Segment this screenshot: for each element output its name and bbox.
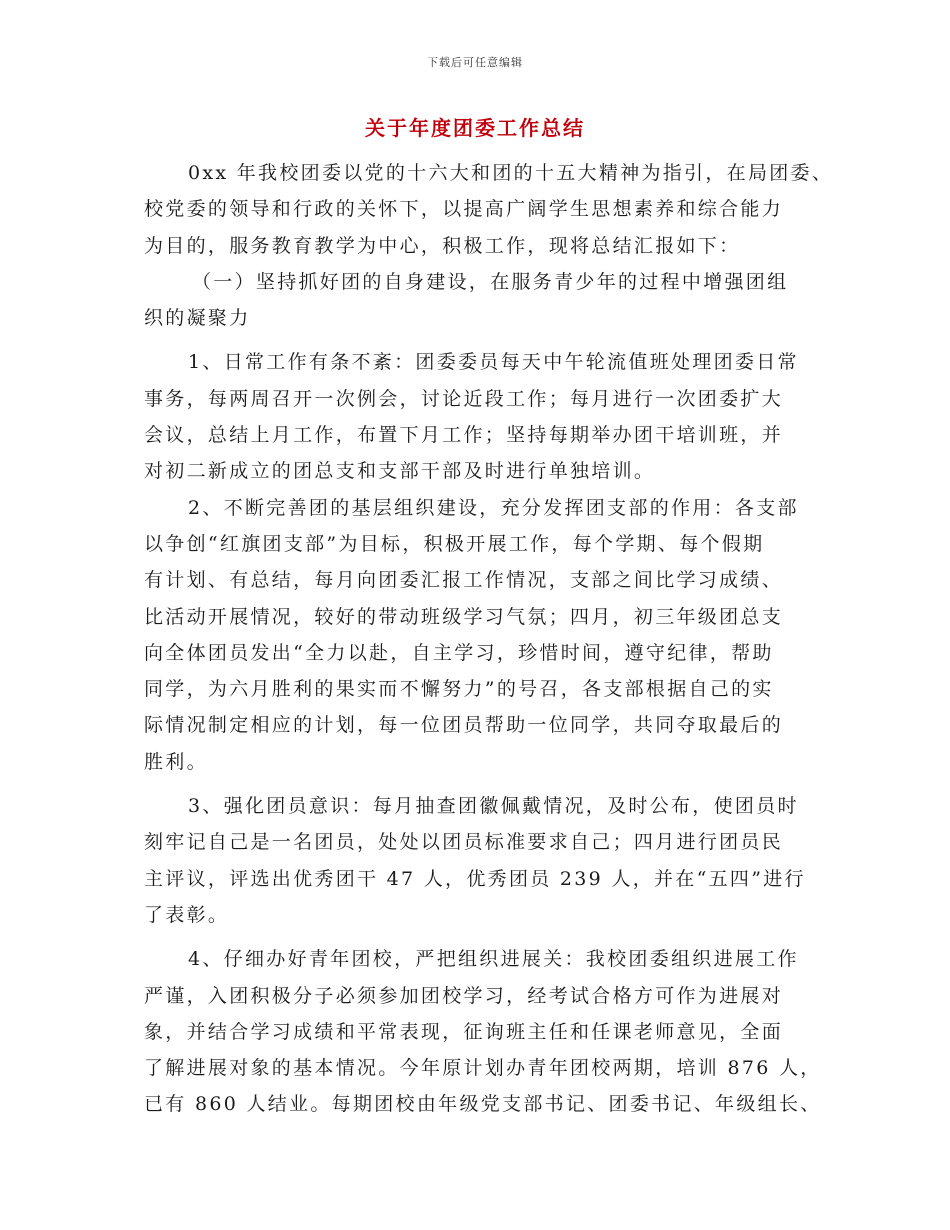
paragraph-line: 已有 860 人结业。每期团校由年级党支部书记、团委书记、年级组长、: [144, 1093, 822, 1116]
paragraph-line: 1、日常工作有条不紊：团委委员每天中午轮流值班处理团委日常: [188, 351, 799, 374]
download-note: 下载后可任意编辑: [427, 56, 523, 69]
paragraph-line: 主评议，评选出优秀团干 47 人，优秀团员 239 人，并在“五四”进行: [144, 867, 806, 890]
paragraph-line: 2、不断完善团的基层组织建设，充分发挥团支部的作用：各支部: [188, 496, 799, 519]
paragraph-line: 有计划、有总结，每月向团委汇报工作情况，支部之间比学习成绩、: [144, 569, 784, 592]
paragraph-line: 同学，为六月胜利的果实而不懈努力”的号召，各支部根据自己的实: [144, 678, 774, 701]
paragraph-line: 4、仔细办好青年团校，严把组织进展关：我校团委组织进展工作: [188, 948, 799, 971]
section-heading-line: 织的凝聚力: [144, 307, 251, 330]
paragraph-line: 以争创“红旗团支部”为目标，积极开展工作，每个学期、每个假期: [144, 532, 765, 555]
paragraph-line: 事务，每两周召开一次例会，讨论近段工作；每月进行一次团委扩大: [144, 387, 784, 410]
paragraph-line: 际情况制定相应的计划，每一位团员帮助一位同学，共同夺取最后的: [144, 714, 784, 737]
paragraph-line: 胜利。: [144, 750, 208, 773]
paragraph-line: 象，并结合学习成绩和平常表现，征询班主任和任课老师意见，全面: [144, 1020, 784, 1043]
paragraph-line: 校党委的领导和行政的关怀下，以提高广阔学生思想素养和综合能力: [144, 198, 784, 221]
paragraph-line: 对初二新成立的团总支和支部干部及时进行单独培训。: [144, 460, 656, 483]
paragraph-line: 会议，总结上月工作，布置下月工作；坚持每期举办团干培训班，并: [144, 424, 784, 447]
paragraph-line: 3、强化团员意识：每月抽查团徽佩戴情况，及时公布，使团员时: [188, 795, 799, 818]
paragraph-line: 了表彰。: [144, 903, 230, 926]
paragraph-line: 严谨，入团积极分子必须参加团校学习，经考试合格方可作为进展对: [144, 984, 784, 1007]
document-body: [144, 155, 834, 1123]
paragraph-line: 比活动开展情况，较好的带动班级学习气氛；四月，初三年级团总支: [144, 605, 784, 628]
document-title: 关于年度团委工作总结: [365, 116, 585, 140]
paragraph-line: 向全体团员发出“全力以赴，自主学习，珍惜时间，遵守纪律，帮助: [144, 641, 774, 664]
section-heading-line: （一）坚持抓好团的自身建设，在服务青少年的过程中增强团组: [192, 270, 789, 293]
paragraph-line: 为目的，服务教育教学为中心，积极工作，现将总结汇报如下：: [144, 234, 741, 257]
paragraph-line: 了解进展对象的基本情况。今年原计划办青年团校两期，培训 876 人，: [144, 1057, 822, 1080]
paragraph-line: 刻牢记自己是一名团员，处处以团员标准要求自己；四月进行团员民: [144, 831, 784, 854]
paragraph-line: 0xx 年我校团委以党的十六大和团的十五大精神为指引，在局团委、: [188, 162, 834, 184]
